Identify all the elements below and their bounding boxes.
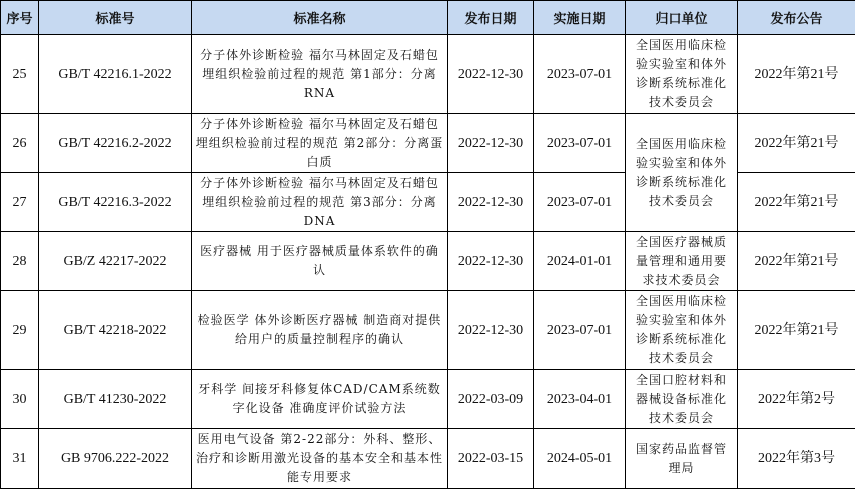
table-row: [1, 35, 855, 114]
header-standard-number: 标准号: [39, 1, 192, 35]
table-row: [1, 370, 855, 429]
row-notice: 2022年第21号: [738, 35, 855, 114]
row-standard-name: 牙科学 间接牙科修复体CAD/CAM系统数字化设备 准确度评价试验方法: [192, 370, 448, 429]
row-notice: 2022年第21号: [738, 232, 855, 291]
row-seq: 27: [1, 173, 39, 232]
row-standard-number: GB/T 41230-2022: [39, 370, 192, 429]
row-seq: 29: [1, 291, 39, 370]
row-publish-date: 2022-03-15: [448, 429, 534, 489]
row-effective-date: 2024-01-01: [534, 232, 626, 291]
row-responsible-dept: 全国医用临床检验实验室和体外诊断系统标准化技术委员会: [626, 35, 738, 114]
row-publish-date: 2022-12-30: [448, 35, 534, 114]
row-seq: 28: [1, 232, 39, 291]
table-row: [1, 232, 855, 291]
row-standard-number: GB/Z 42217-2022: [39, 232, 192, 291]
row-responsible-dept: 全国医疗器械质量管理和通用要求技术委员会: [626, 232, 738, 291]
row-standard-name: 医疗器械 用于医疗器械质量体系软件的确认: [192, 232, 448, 291]
row-standard-name: 分子体外诊断检验 福尔马林固定及石蜡包埋组织检验前过程的规范 第3部分：分离DNA: [192, 173, 448, 232]
row-effective-date: 2023-07-01: [534, 291, 626, 370]
row-notice: 2022年第21号: [738, 173, 855, 232]
header-publish-date: 发布日期: [448, 1, 534, 35]
row-seq: 25: [1, 35, 39, 114]
row-responsible-dept: 国家药品监督管理局: [626, 429, 738, 489]
header-responsible-dept: 归口单位: [626, 1, 738, 35]
table-row: [1, 429, 855, 489]
row-seq: 30: [1, 370, 39, 429]
header-standard-name: 标准名称: [192, 1, 448, 35]
row-standard-number: GB 9706.222-2022: [39, 429, 192, 489]
row-publish-date: 2022-12-30: [448, 291, 534, 370]
row-effective-date: 2023-04-01: [534, 370, 626, 429]
row-standard-number: GB/T 42216.3-2022: [39, 173, 192, 232]
row-standard-number: GB/T 42216.2-2022: [39, 114, 192, 173]
row-standard-name: 分子体外诊断检验 福尔马林固定及石蜡包埋组织检验前过程的规范 第1部分：分离RNA: [192, 35, 448, 114]
row-standard-number: GB/T 42216.1-2022: [39, 35, 192, 114]
row-effective-date: 2023-07-01: [534, 35, 626, 114]
table-header-row: [1, 1, 855, 35]
row-notice: 2022年第21号: [738, 114, 855, 173]
row-publish-date: 2022-03-09: [448, 370, 534, 429]
row-notice: 2022年第3号: [738, 429, 855, 489]
row-responsible-dept: 全国医用临床检验实验室和体外诊断系统标准化技术委员会: [626, 114, 738, 232]
row-standard-name: 分子体外诊断检验 福尔马林固定及石蜡包埋组织检验前过程的规范 第2部分：分离蛋白质: [192, 114, 448, 173]
row-responsible-dept: 全国口腔材料和器械设备标准化技术委员会: [626, 370, 738, 429]
table-row: [1, 291, 855, 370]
row-standard-name: 检验医学 体外诊断医疗器械 制造商对提供给用户的质量控制程序的确认: [192, 291, 448, 370]
row-notice: 2022年第21号: [738, 291, 855, 370]
row-publish-date: 2022-12-30: [448, 232, 534, 291]
header-notice: 发布公告: [738, 1, 855, 35]
row-standard-number: GB/T 42218-2022: [39, 291, 192, 370]
row-standard-name: 医用电气设备 第2-22部分：外科、整形、治疗和诊断用激光设备的基本安全和基本性能专用要求: [192, 429, 448, 489]
header-seq: 序号: [1, 1, 39, 35]
header-effective-date: 实施日期: [534, 1, 626, 35]
row-effective-date: 2023-07-01: [534, 114, 626, 173]
row-seq: 31: [1, 429, 39, 489]
row-effective-date: 2023-07-01: [534, 173, 626, 232]
row-notice: 2022年第2号: [738, 370, 855, 429]
row-seq: 26: [1, 114, 39, 173]
row-responsible-dept: 全国医用临床检验实验室和体外诊断系统标准化技术委员会: [626, 291, 738, 370]
row-publish-date: 2022-12-30: [448, 173, 534, 232]
table-row: [1, 114, 855, 173]
row-effective-date: 2024-05-01: [534, 429, 626, 489]
row-publish-date: 2022-12-30: [448, 114, 534, 173]
